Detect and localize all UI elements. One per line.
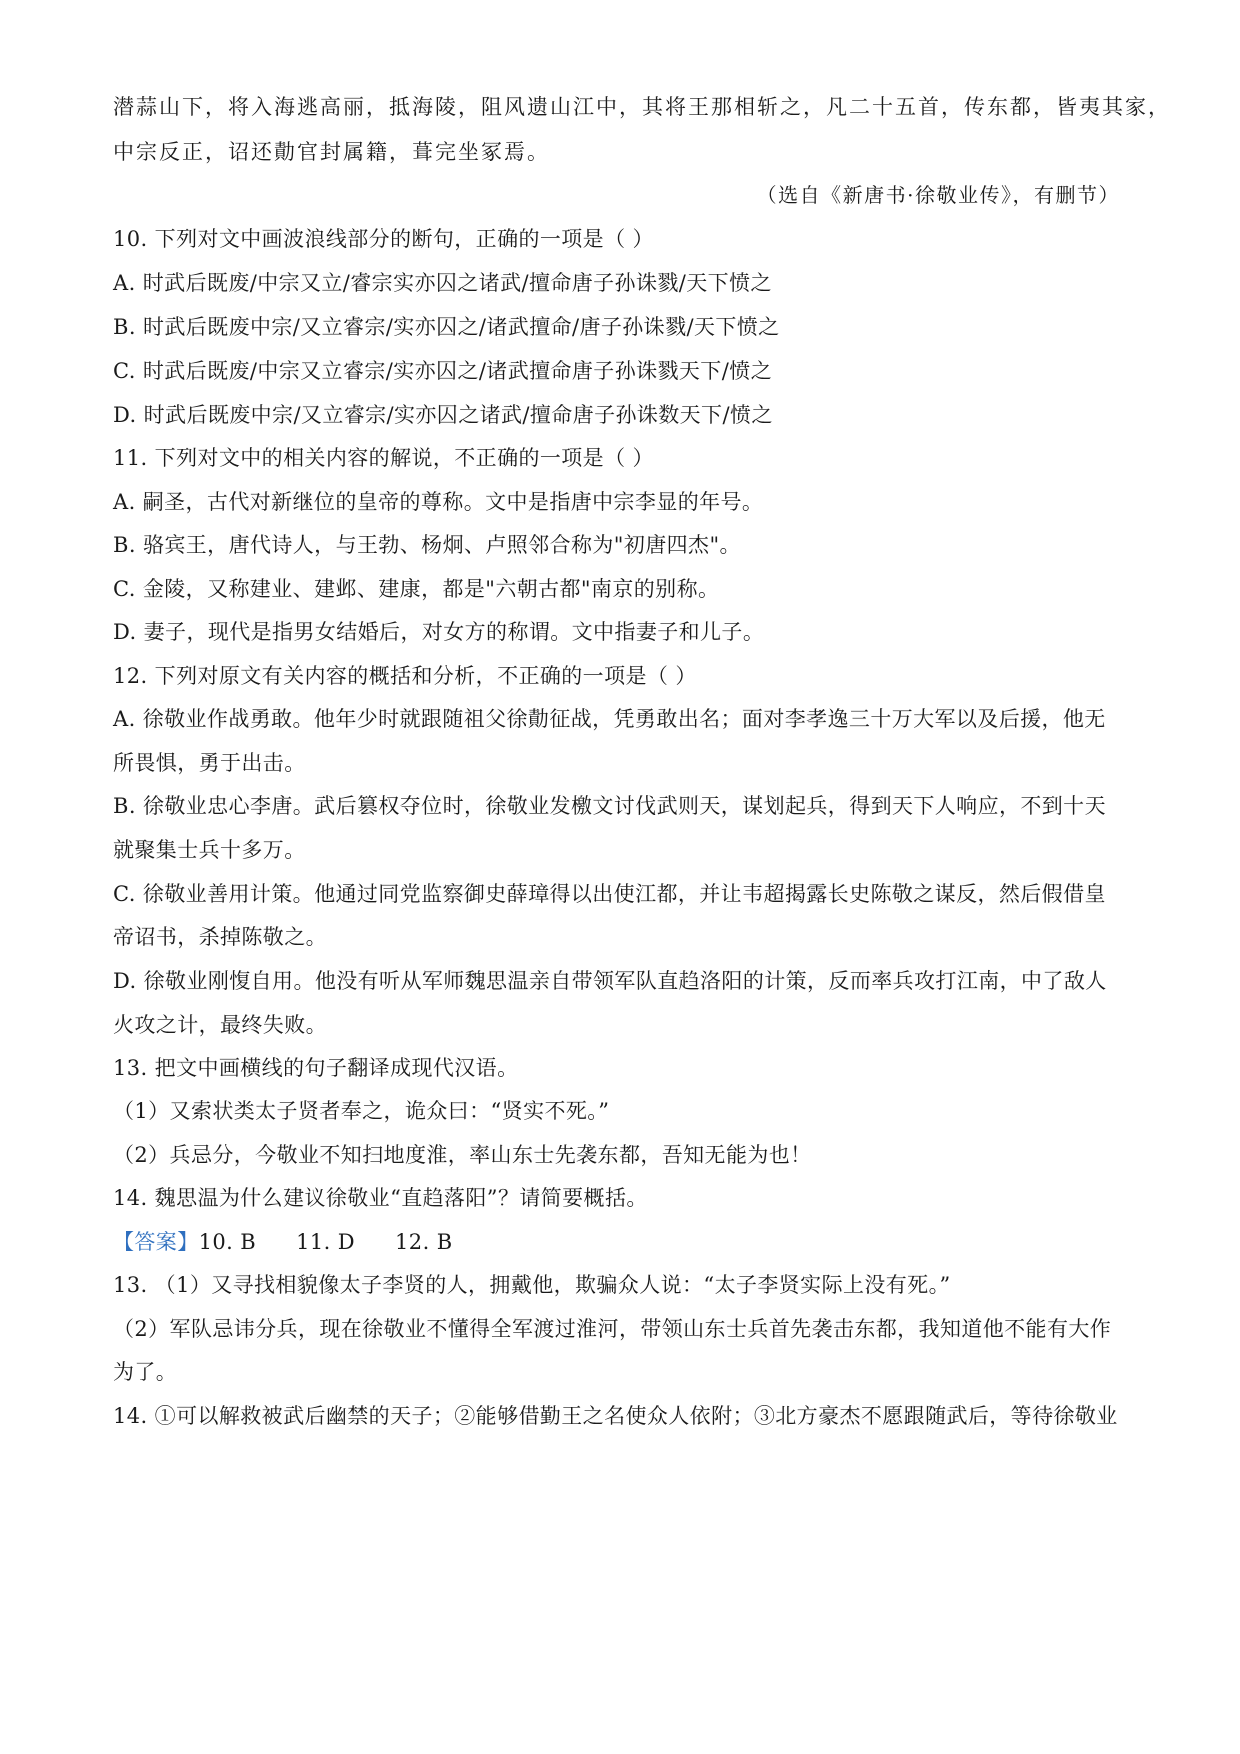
q11-option-c: C. 金陵，又称建业、建邺、建康，都是"六朝古都"南京的别称。 [113,577,720,601]
q11-option-b: B. 骆宾王，唐代诗人，与王勃、杨炯、卢照邻合称为"初唐四杰"。 [113,533,741,557]
answer-13-1: 13. （1）又寻找相貌像太子李贤的人，拥戴他，欺骗众人说：“太子李贤实际上没有死。” [113,1273,951,1297]
q12-option-d-line-2: 火攻之计，最终失败。 [113,1013,327,1037]
q10-option-d: D. 时武后既废中宗/又立睿宗/实亦囚之诸武/擅命唐子孙诛数天下/愤之 [113,403,773,427]
passage-source: （选自《新唐书·徐敬业传》，有删节） [756,183,1120,207]
q10-option-c: C. 时武后既废/中宗又立睿宗/实亦囚之/诸武擅命唐子孙诛戮天下/愤之 [113,359,772,383]
q12-option-d-line-1: D. 徐敬业刚愎自用。他没有听从军师魏思温亲自带领军队直趋洛阳的计策，反而率兵攻打江南，中了敌人 [113,969,1107,993]
answer-13-2-line-1: （2）军队忌讳分兵，现在徐敬业不懂得全军渡过淮河，带领山东士兵首先袭击东都，我知道他不能有大作 [113,1317,1112,1341]
q11-option-d: D. 妻子，现代是指男女结婚后，对女方的称谓。文中指妻子和儿子。 [113,620,765,644]
q12-option-c-line-1: C. 徐敬业善用计策。他通过同党监察御史薛璋得以出使江都，并让韦超揭露长史陈敬之谋反，然后假借皇 [113,882,1106,906]
answer-line [113,1227,1133,1257]
q13-item-1: （1）又索状类太子贤者奉之，诡众曰：“贤实不死。” [113,1099,610,1123]
q14-stem: 14. 魏思温为什么建议徐敬业“直趋落阳”？请简要概括。 [113,1186,648,1210]
answer-10: 10. B [198,1230,257,1254]
q10-option-b: B. 时武后既废中宗/又立睿宗/实亦囚之/诸武擅命/唐子孙诛戮/天下愤之 [113,315,780,339]
q11-option-a: A. 嗣圣，古代对新继位的皇帝的尊称。文中是指唐中宗李显的年号。 [113,490,764,514]
answer-11: 11. D [296,1230,356,1254]
answer-12: 12. B [395,1230,453,1254]
q12-stem: 12. 下列对原文有关内容的概括和分析，不正确的一项是（ ） [113,664,697,688]
q12-option-a-line-1: A. 徐敬业作战勇敢。他年少时就跟随祖父徐勣征战，凭勇敢出名；面对李孝逸三十万大军以及后援，他无 [113,707,1106,731]
passage-line-1: 潜蒜山下，将入海逃高丽，抵海陵，阻风遗山江中，其将王那相斩之，凡二十五首，传东都，皆夷其家， [113,95,1171,119]
q11-stem: 11. 下列对文中的相关内容的解说，不正确的一项是（ ） [113,446,654,470]
q10-stem: 10. 下列对文中画波浪线部分的断句，正确的一项是（ ） [113,227,654,251]
q12-option-b-line-1: B. 徐敬业忠心李唐。武后篡权夺位时，徐敬业发檄文讨伐武则天，谋划起兵，得到天下人响应，不到十天 [113,794,1106,818]
q12-option-a-line-2: 所畏惧，勇于出击。 [113,751,306,775]
passage-line-2: 中宗反正，诏还勣官封属籍，葺完坐冢焉。 [113,140,550,164]
answer-13-2-line-2: 为了。 [113,1360,178,1384]
q10-option-a: A. 时武后既废/中宗又立/睿宗实亦囚之诸武/擅命唐子孙诛戮/天下愤之 [113,271,772,295]
q13-item-2: （2）兵忌分，今敬业不知扫地度淮，率山东士先袭东都，吾知无能为也！ [113,1143,812,1167]
answer-tag: 【答案】 [113,1230,199,1254]
q12-option-c-line-2: 帝诏书，杀掉陈敬之。 [113,925,327,949]
q13-stem: 13. 把文中画横线的句子翻译成现代汉语。 [113,1056,519,1080]
answer-14: 14. ①可以解救被武后幽禁的天子；②能够借勤王之名使众人依附；③北方豪杰不愿跟随武后，等待徐敬业 [113,1404,1118,1428]
q12-option-b-line-2: 就聚集士兵十多万。 [113,838,306,862]
